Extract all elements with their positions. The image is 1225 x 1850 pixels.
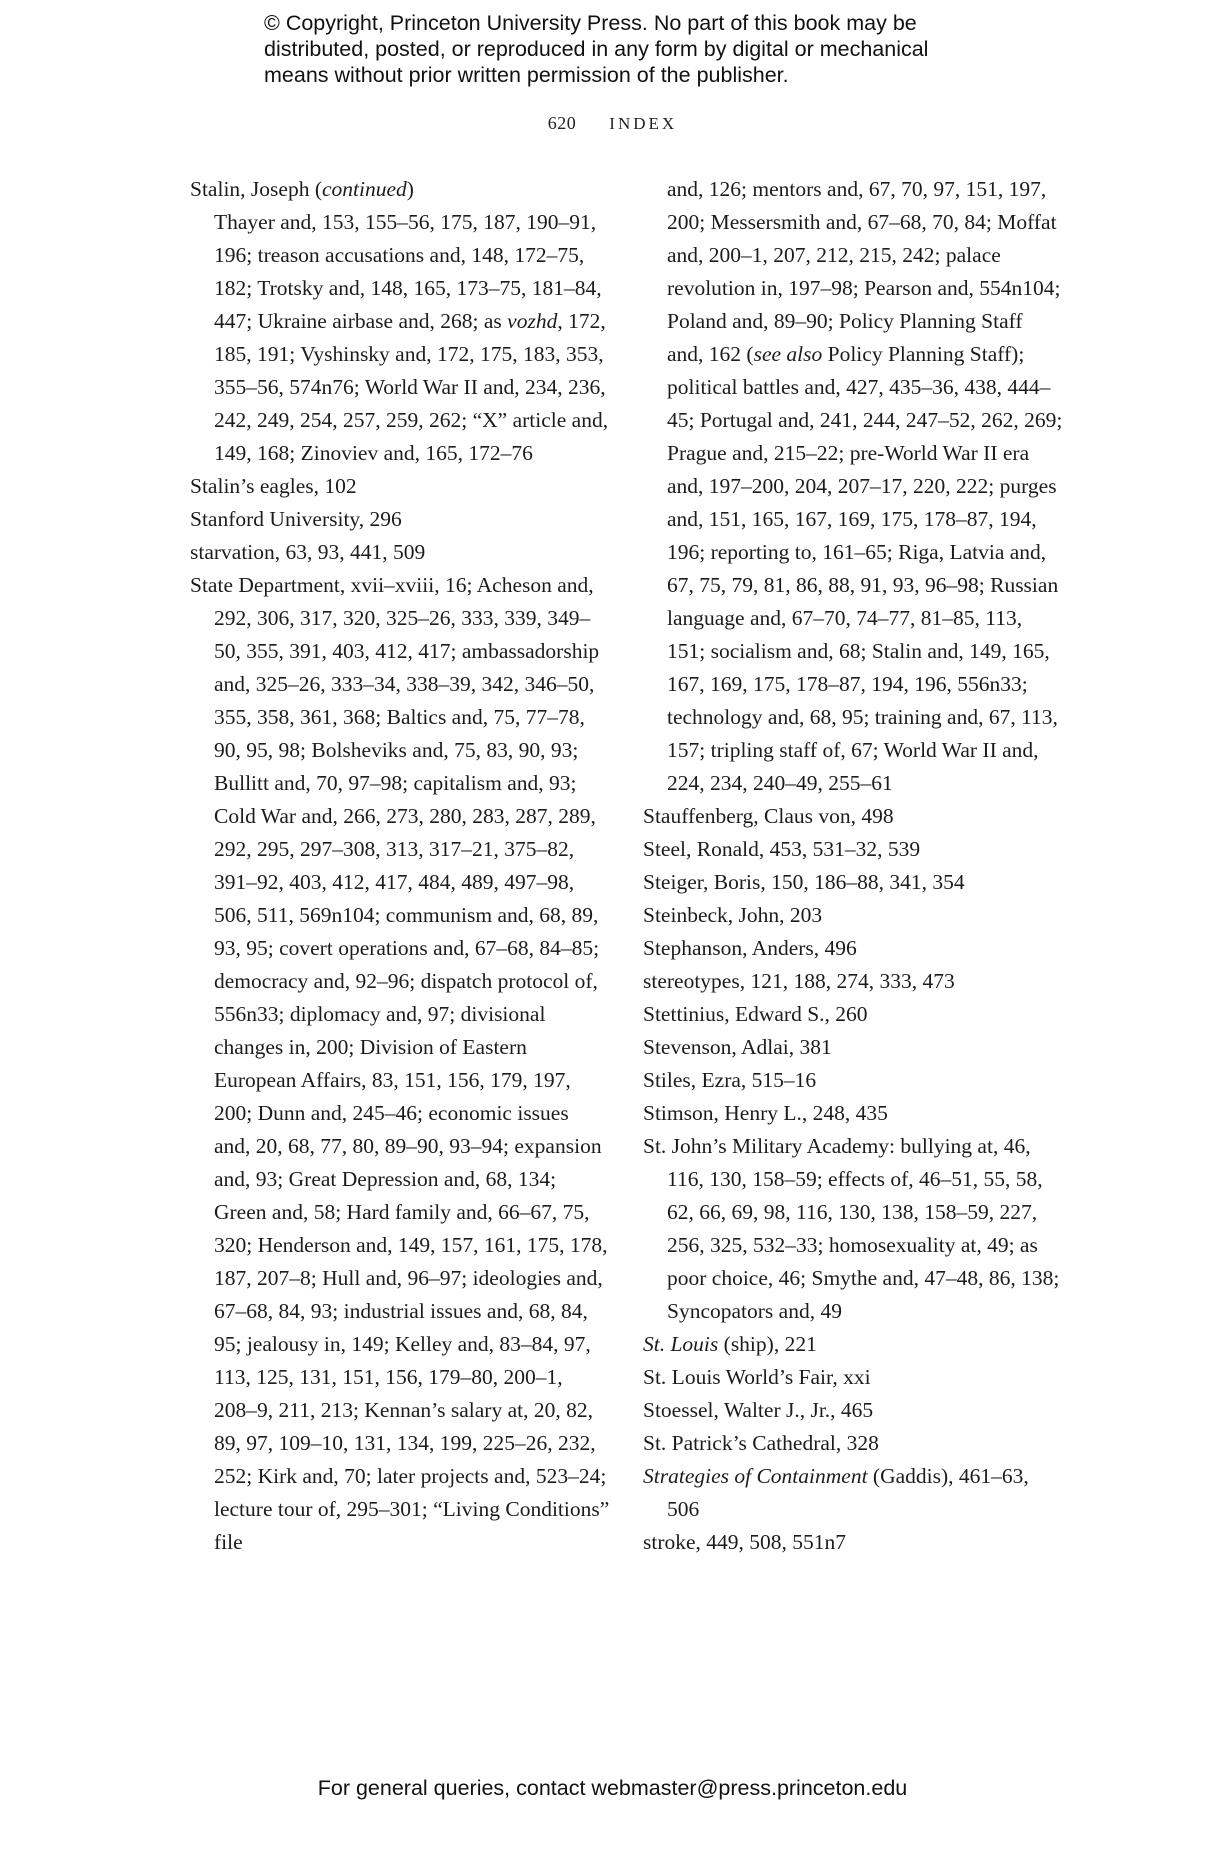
index-entry-state-department-continued (643, 173, 1063, 800)
index-entry: starvation, 63, 93, 441, 509 (190, 540, 426, 564)
entry-italic: Strategies of Containment (643, 1464, 868, 1488)
entry-text: , 172, 185, 191; Vyshinsky and, 172, 175, 183, 353, 355–56, 574n76; World War II and, 234, 236, 242, 249, 254, 257, 259, 262; “X” article and, 149, 168; Zinoviev and, 165, 172–76 (214, 309, 609, 465)
index-entry-strategies (643, 1460, 1063, 1526)
index-entry: Stimson, Henry L., 248, 435 (643, 1101, 888, 1125)
index-column-right (643, 173, 1063, 1559)
index-entry: Stephanson, Anders, 496 (643, 936, 857, 960)
copyright-line: distributed, posted, or reproduced in any form by digital or mechanical (264, 37, 929, 61)
entry-text: Thayer and, 153, 155–56, 175, 187, 190–91, 196; treason accusations and, 148, 172–75, 182; Trotsky and, 148, 165, 173–75, 181–84, 447; Ukraine airbase and, 268; as (214, 210, 602, 333)
index-entry: St. Patrick’s Cathedral, 328 (643, 1431, 879, 1455)
index-entry: St. John’s Military Academy: bullying at, 46, 116, 130, 158–59; effects of, 46–51, 55, 58, 62, 66, 69, 98, 116, 130, 138, 158–59, 227, 256, 325, 532–33; homosexuality at, 49; as poor choice, 46; Smythe and, 47–48, 86, 138; Syncopators and, 49 (643, 1134, 1060, 1323)
index-entry-stalin-continued (190, 206, 610, 470)
index-entry: Stanford University, 296 (190, 507, 402, 531)
entry-text: ) (406, 177, 414, 201)
entry-italic: see also (753, 342, 823, 366)
entry-italic: St. Louis (643, 1332, 719, 1356)
index-entry: Steel, Ronald, 453, 531–32, 539 (643, 837, 921, 861)
index-entry-state-department: State Department, xvii–xviii, 16; Acheson and, 292, 306, 317, 320, 325–26, 333, 339, 349–50, 355, 391, 403, 412, 417; ambassadorship and, 325–26, 333–34, 338–39, 342, 346–50, 355, 358, 361, 368; Baltics and, 75, 77–78, 90, 95, 98; Bolsheviks and, 75, 83, 90, 93; Bullitt and, 70, 97–98; capitalism and, 93; Cold War and, 266, 273, 280, 283, 287, 289, 292, 295, 297–308, 313, 317–21, 375–82, 391–92, 403, 412, 417, 484, 489, 497–98, 506, 511, 569n104; communism and, 68, 89, 93, 95; covert operations and, 67–68, 84–85; democracy and, 92–96; dispatch protocol of, 556n33; diplomacy and, 97; divisional changes in, 200; Division of Eastern European Affairs, 83, 151, 156, 179, 197, 200; Dunn and, 245–46; economic issues and, 20, 68, 77, 80, 89–90, 93–94; expansion and, 93; Great Depression and, 68, 134; Green and, 58; Hard family and, 66–67, 75, 320; Henderson and, 149, 157, 161, 175, 178, 187, 207–8; Hull and, 96–97; ideologies and, 67–68, 84, 93; industrial issues and, 68, 84, 95; jealousy in, 149; Kelley and, 83–84, 97, 113, 125, 131, 151, 156, 179–80, 200–1, 208–9, 211, 213; Kennan’s salary at, 20, 82, 89, 97, 109–10, 131, 134, 199, 225–26, 232, 252; Kirk and, 70; later projects and, 523–24; lecture tour of, 295–301; “Living Conditions” file (190, 573, 610, 1554)
entry-italic: vozhd (507, 309, 558, 333)
page-number: 620 (547, 113, 577, 133)
footer-contact: For general queries, contact webmaster@press.princeton.edu (317, 1776, 908, 1800)
index-entry: Steiger, Boris, 150, 186–88, 341, 354 (643, 870, 965, 894)
index-entry: Stauffenberg, Claus von, 498 (643, 804, 894, 828)
copyright-line: means without prior written permission of the publisher. (264, 63, 789, 87)
index-entry-st-louis (643, 1328, 1063, 1361)
entry-text: and, 126; mentors and, 67, 70, 97, 151, 197, 200; Messersmith and, 67–68, 70, 84; Moffat and, 200–1, 207, 212, 215, 242; palace revolution in, 197–98; Pearson and, 554n104; Poland and, 89–90; Policy Planning Staff and, 162 ( (667, 177, 1061, 366)
index-entry: St. Louis World’s Fair, xxi (643, 1365, 871, 1389)
index-entry: Stoessel, Walter J., Jr., 465 (643, 1398, 874, 1422)
index-column-left (190, 173, 610, 1559)
entry-text: Stalin, Joseph ( (190, 177, 322, 201)
copyright-notice (264, 10, 1024, 88)
index-entry: Stiles, Ezra, 515–16 (643, 1068, 817, 1092)
index-entry: Stettinius, Edward S., 260 (643, 1002, 868, 1026)
index-entry: Stalin’s eagles, 102 (190, 474, 357, 498)
running-head (0, 113, 1225, 134)
index-entry: stroke, 449, 508, 551n7 (643, 1530, 847, 1554)
entry-text: (ship), 221 (718, 1332, 817, 1356)
index-entry: Stevenson, Adlai, 381 (643, 1035, 832, 1059)
copyright-line: © Copyright, Princeton University Press. No part of this book may be (264, 11, 917, 35)
index-entry: stereotypes, 121, 188, 274, 333, 473 (643, 969, 955, 993)
entry-italic: continued (321, 177, 407, 201)
section-title: INDEX (609, 114, 678, 133)
entry-text: (Gaddis), 461–63, 506 (667, 1464, 1029, 1521)
index-entry: Steinbeck, John, 203 (643, 903, 823, 927)
index-entry-stalin-head (190, 173, 610, 206)
entry-text: Policy Planning Staff); political battles and, 427, 435–36, 438, 444–45; Portugal and, 241, 244, 247–52, 262, 269; Prague and, 215–22; pre-World War II era and, 197–200, 204, 207–17, 220, 222; purges and, 151, 165, 167, 169, 175, 178–87, 194, 196; reporting to, 161–65; Riga, Latvia and, 67, 75, 79, 81, 86, 88, 91, 93, 96–98; Russian language and, 67–70, 74–77, 81–85, 113, 151; socialism and, 68; Stalin and, 149, 165, 167, 169, 175, 178–87, 194, 196, 556n33; technology and, 68, 95; training and, 67, 113, 157; tripling staff of, 67; World War II and, 224, 234, 240–49, 255–61 (667, 342, 1063, 795)
